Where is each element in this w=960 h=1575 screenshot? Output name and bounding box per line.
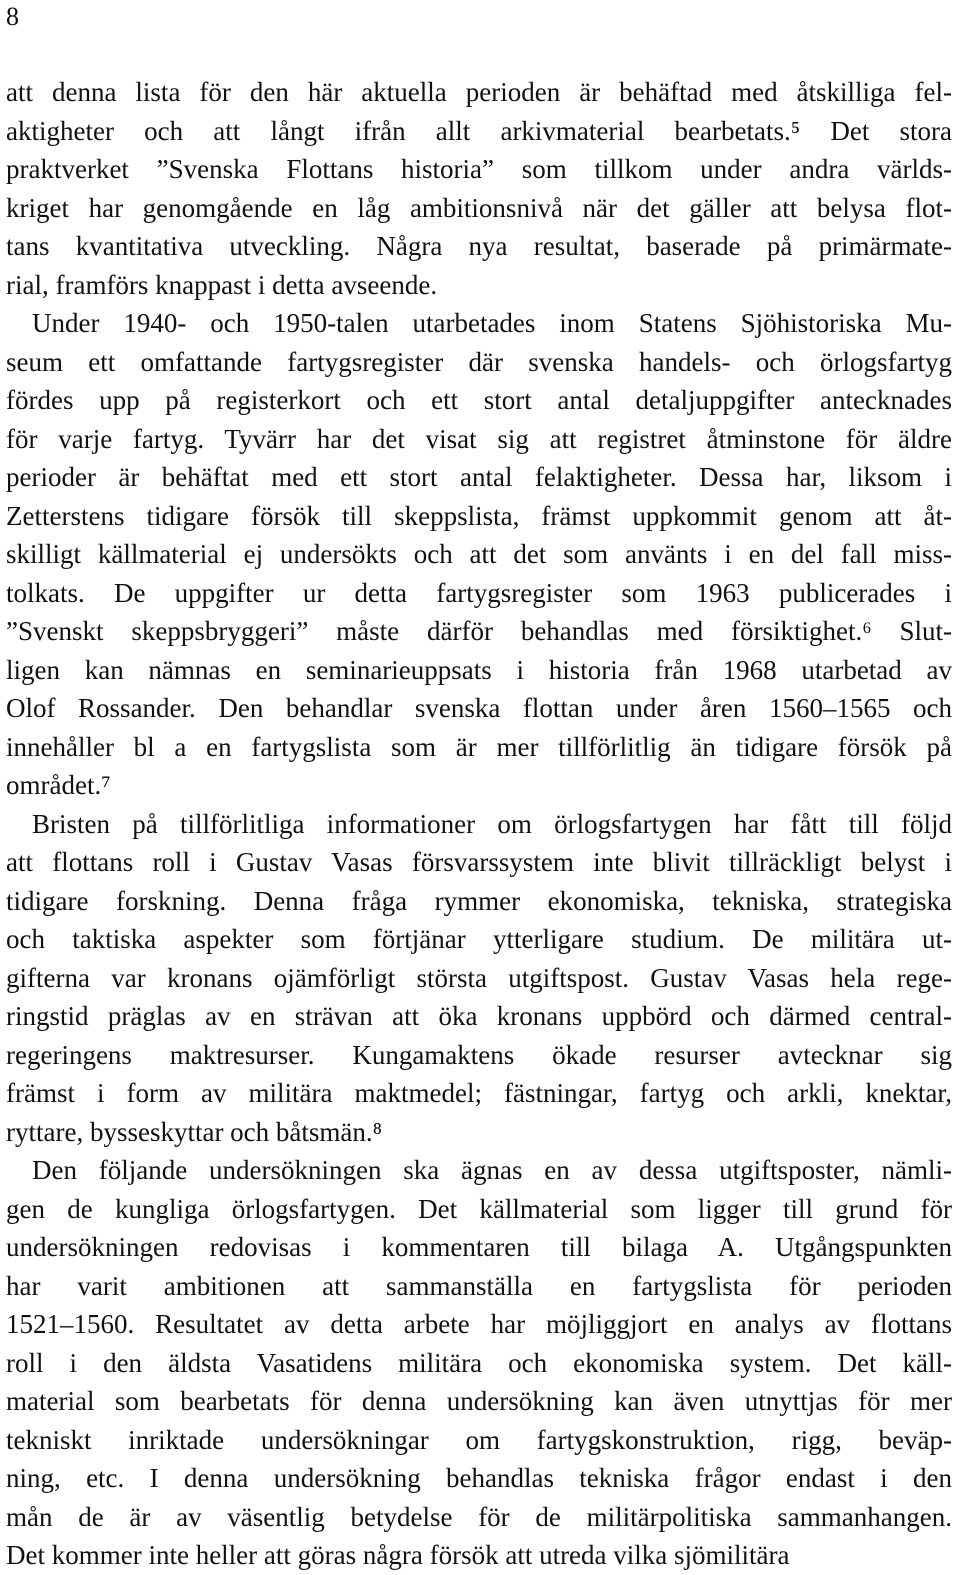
paragraph-4 xyxy=(6,1151,952,1575)
page-number: 8 xyxy=(6,2,19,31)
text-line: skilligt källmaterial ej undersökts och att det som använts i en del fall miss- xyxy=(6,539,952,569)
text-line: Det kommer inte heller att göras några försök att utreda vilka sjömilitära xyxy=(6,1540,790,1570)
text-line: innehåller bl a en fartygslista som är mer tillförlitlig än tidigare försök på xyxy=(6,731,952,762)
text-line: Zetterstens tidigare försök till skeppslista, främst uppkommit genom att åt- xyxy=(6,500,952,531)
text-line: tidigare forskning. Denna fråga rymmer ekonomiska, tekniska, strategiska xyxy=(6,885,952,916)
text-line: kriget har genomgående en låg ambitionsnivå när det gäller att belysa flot- xyxy=(6,192,952,223)
text-line: material som bearbetats för denna undersökning kan även utnyttjas för mer xyxy=(6,1386,952,1416)
text-line: ringstid präglas av en strävan att öka kronans uppbörd och därmed central- xyxy=(6,1001,952,1031)
text-line: roll i den äldsta Vasatidens militära och ekonomiska system. Det käll- xyxy=(6,1347,952,1378)
text-line: främst i form av militära maktmedel; fästningar, fartyg och arkli, knektar, xyxy=(6,1078,952,1108)
text-line: regeringens maktresurser. Kungamaktens ökade resurser avtecknar sig xyxy=(6,1039,952,1070)
text-line: ligen kan nämnas en seminarieuppsats i historia från 1968 utarbetad av xyxy=(6,654,952,685)
paragraph-1 xyxy=(6,73,952,304)
text-line: området.⁷ xyxy=(6,770,111,800)
text-line: praktverket ”Svenska Flottans historia” som tillkom under andra världs- xyxy=(6,154,952,184)
text-line: aktigheter och att långt ifrån allt arkivmaterial bearbetats.⁵ Det stora xyxy=(6,115,952,146)
text-line: ryttare, bysseskyttar och båtsmän.⁸ xyxy=(6,1116,383,1147)
text-line: att denna lista för den här aktuella perioden är behäftad med åtskilliga fel- xyxy=(6,77,952,107)
text-line: för varje fartyg. Tyvärr har det visat sig att registret åtminstone för äldre xyxy=(6,423,952,454)
text-line: mån de är av väsentlig betydelse för de militärpolitiska sammanhangen. xyxy=(6,1501,952,1532)
text-line: 1521–1560. Resultatet av detta arbete har möjliggjort en analys av flottans xyxy=(6,1309,952,1339)
text-line: Den följande undersökningen ska ägnas en av dessa utgiftsposter, nämli- xyxy=(32,1155,952,1185)
text-line: ning, etc. I denna undersökning behandlas tekniska frågor endast i den xyxy=(6,1463,952,1493)
paragraph-3 xyxy=(6,805,952,1152)
text-line: Olof Rossander. Den behandlar svenska flottan under åren 1560–1565 och xyxy=(6,693,952,723)
body-text xyxy=(6,73,952,1575)
text-line: att flottans roll i Gustav Vasas försvarssystem inte blivit tillräckligt belyst i xyxy=(6,847,952,877)
text-line: och taktiska aspekter som förtjänar ytterligare studium. De militära ut- xyxy=(6,924,952,954)
text-line: tans kvantitativa utveckling. Några nya resultat, baserade på primärmate- xyxy=(6,231,952,261)
text-line: gifterna var kronans ojämförligt största utgiftspost. Gustav Vasas hela rege- xyxy=(6,962,952,993)
text-line: har varit ambitionen att sammanställa en fartygslista för perioden xyxy=(6,1270,952,1301)
text-line: ”Svenskt skeppsbryggeri” måste därför behandlas med försiktighet.⁶ Slut- xyxy=(6,616,952,646)
text-line: tolkats. De uppgifter ur detta fartygsregister som 1963 publicerades i xyxy=(6,577,952,608)
text-line: seum ett omfattande fartygsregister där svenska handels- och örlogsfartyg xyxy=(6,346,952,377)
text-line: perioder är behäftat med ett stort antal felaktigheter. Dessa har, liksom i xyxy=(6,462,952,492)
text-line: gen de kungliga örlogsfartygen. Det källmaterial som ligger till grund för xyxy=(6,1193,952,1224)
text-line: undersökningen redovisas i kommentaren till bilaga A. Utgångspunkten xyxy=(6,1232,952,1262)
text-line: fördes upp på registerkort och ett stort antal detaljuppgifter antecknades xyxy=(6,385,952,415)
paragraph-2 xyxy=(6,304,952,805)
text-line: rial, framförs knappast i detta avseende. xyxy=(6,269,438,300)
text-line: Under 1940- och 1950-talen utarbetades inom Statens Sjöhistoriska Mu- xyxy=(32,308,952,338)
text-line: Bristen på tillförlitliga informationer om örlogsfartygen har fått till följd xyxy=(32,808,952,839)
text-line: tekniskt inriktade undersökningar om fartygskonstruktion, rigg, beväp- xyxy=(6,1424,952,1455)
